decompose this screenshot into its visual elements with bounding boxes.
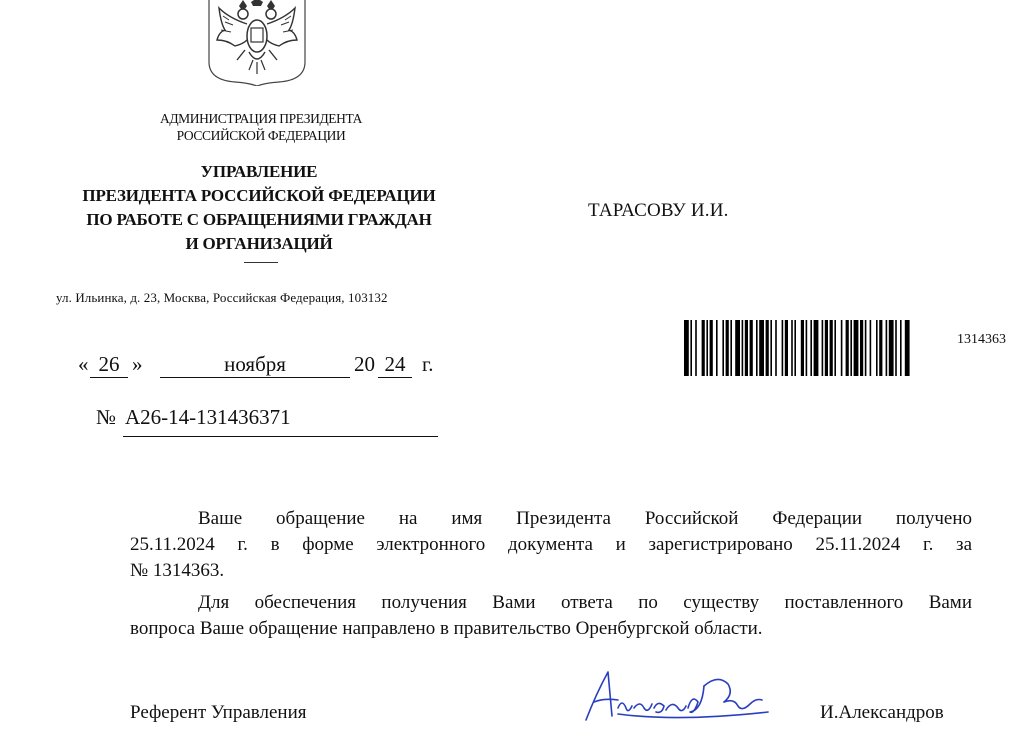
barcode-bar	[722, 320, 724, 376]
barcode-bar	[684, 320, 689, 376]
date-year-prefix: 20	[354, 352, 375, 376]
barcode-bar	[742, 320, 744, 376]
barcode-bar	[895, 320, 897, 376]
barcode-bar	[716, 320, 718, 376]
coat-of-arms-emblem	[205, 0, 309, 86]
barcode-bar	[865, 320, 867, 376]
barcode-bar	[745, 320, 748, 376]
dept-title-line-4: И ОРГАНИЗАЦИЙ	[185, 234, 333, 253]
barcode-bar	[750, 320, 753, 376]
barcode-bar	[905, 320, 910, 376]
barcode-bar	[756, 320, 758, 376]
barcode-bar	[860, 320, 863, 376]
date-quote-close: »	[132, 352, 143, 376]
barcode-bar	[854, 320, 859, 376]
dept-title-line-1: УПРАВЛЕНИЕ	[200, 162, 318, 181]
barcode-bar	[846, 320, 849, 376]
barcode-bar	[702, 320, 705, 376]
body-para1-line3: № 1314363.	[130, 560, 225, 581]
body-para1-line1: Ваше обращение на имя Президента Российской Федерации получено	[198, 508, 972, 529]
barcode-bar	[886, 320, 888, 376]
dept-title-line-3: ПО РАБОТЕ С ОБРАЩЕНИЯМИ ГРАЖДАН	[86, 210, 432, 229]
barcode-bar	[706, 320, 708, 376]
barcode-bar	[814, 320, 819, 376]
barcode-bar	[726, 320, 729, 376]
barcode-bar	[900, 320, 902, 376]
registration-underline	[123, 436, 438, 437]
barcode-bar	[806, 320, 808, 376]
barcode-bar	[825, 320, 828, 376]
barcode-bar	[710, 320, 713, 376]
barcode-bar	[850, 320, 852, 376]
date-year-abbrev: г.	[422, 352, 434, 376]
body-para1-line2: 25.11.2024 г. в форме электронного документа и зарегистрировано 25.11.2024 г. за	[130, 534, 972, 555]
barcode-bar	[822, 320, 824, 376]
barcode-bar	[730, 320, 732, 376]
barcode-bar	[794, 320, 796, 376]
registration-number: А26-14-131436371	[125, 405, 291, 429]
barcode	[684, 320, 940, 376]
barcode-bar	[879, 320, 882, 376]
barcode-bar	[766, 320, 769, 376]
date-day: 26	[90, 352, 128, 378]
barcode-bar	[775, 320, 777, 376]
barcode-bar	[801, 320, 804, 376]
admin-title-line-1: АДМИНИСТРАЦИЯ ПРЕЗИДЕНТА	[160, 111, 362, 126]
barcode-bar	[810, 320, 812, 376]
registration-prefix: №	[96, 405, 117, 429]
barcode-number: 1314363	[957, 332, 1006, 347]
barcode-bar	[830, 320, 833, 376]
barcode-bar	[791, 320, 793, 376]
barcode-bar	[759, 320, 764, 376]
date-year-suffix: 24	[378, 352, 412, 378]
barcode-bar	[870, 320, 872, 376]
barcode-bar	[889, 320, 894, 376]
body-para2-line1: Для обеспечения получения Вами ответа по существу поставленного Вами	[198, 592, 972, 613]
barcode-bar	[785, 320, 788, 376]
barcode-bar	[770, 320, 772, 376]
date-quote-open: «	[78, 352, 89, 376]
addressee: ТАРАСОВУ И.И.	[588, 200, 729, 221]
barcode-bar	[695, 320, 697, 376]
barcode-bar	[834, 320, 836, 376]
signer-name: И.Александров	[820, 702, 944, 723]
barcode-bar	[690, 320, 692, 376]
barcode-bar	[841, 320, 843, 376]
barcode-bar	[735, 320, 740, 376]
barcode-bar	[876, 320, 878, 376]
handwritten-signature	[578, 664, 773, 728]
date-month: ноября	[160, 352, 350, 378]
header-divider	[244, 262, 278, 263]
sender-address: ул. Ильинка, д. 23, Москва, Российская Федерация, 103132	[56, 290, 388, 305]
signer-position: Референт Управления	[130, 702, 307, 723]
body-para2-line2: вопроса Ваше обращение направлено в правительство Оренбургской области.	[130, 618, 763, 639]
dept-title-line-2: ПРЕЗИДЕНТА РОССИЙСКОЙ ФЕДЕРАЦИИ	[82, 186, 436, 205]
admin-title-line-2: РОССИЙСКОЙ ФЕДЕРАЦИИ	[176, 128, 346, 143]
barcode-bar	[782, 320, 784, 376]
